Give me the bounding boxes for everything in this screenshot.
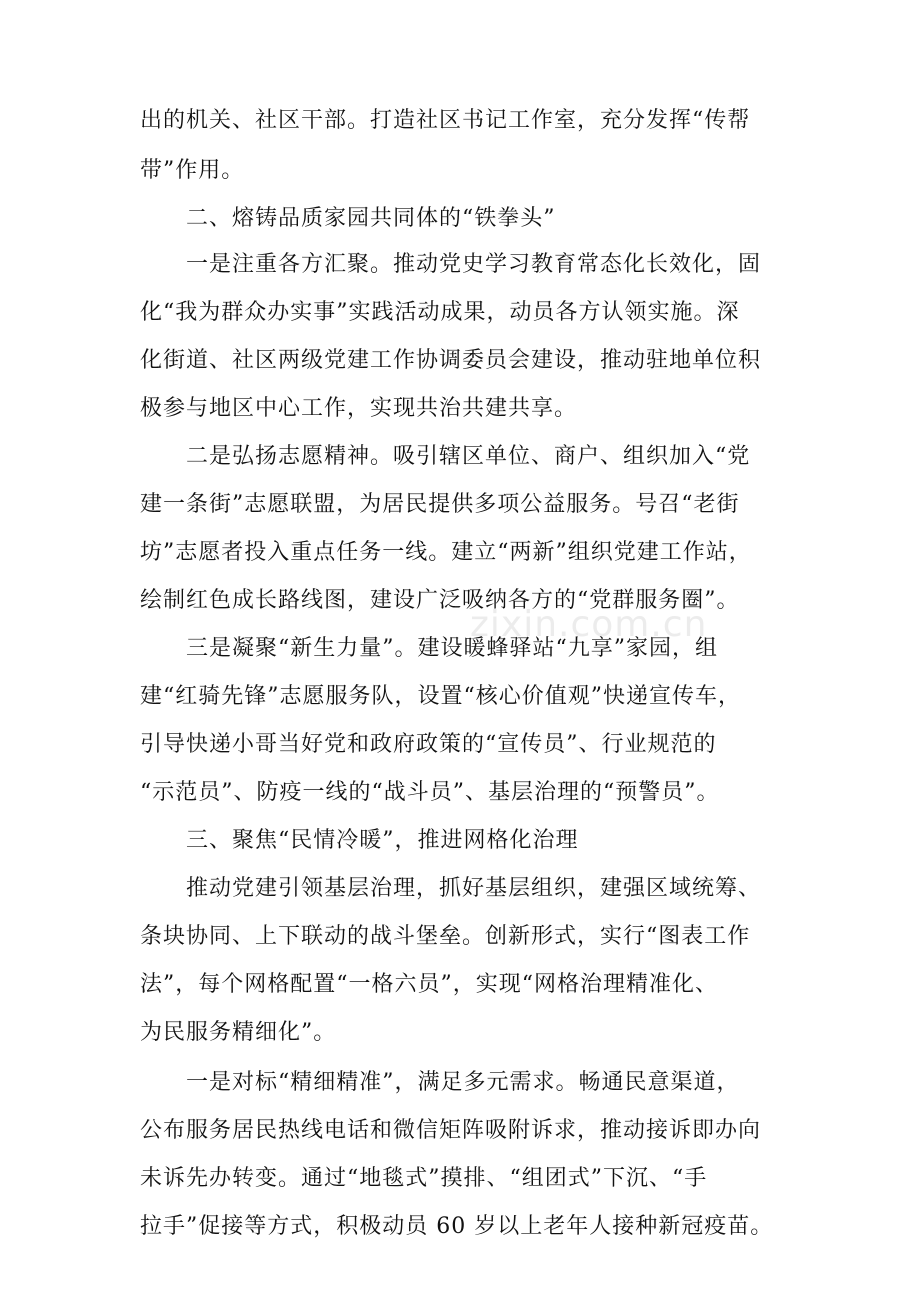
text-line: “示范员”、防疫一线的“战斗员”、基层治理的“预警员”。 <box>140 780 720 805</box>
text-line: 建“红骑先锋”志愿服务队，设置“核心价值观”快递宣传车， <box>140 684 741 709</box>
text-line: 公布服务居民热线电话和微信矩阵吸附诉求，推动接诉即办向 <box>140 1118 762 1143</box>
text-line: 一是注重各方汇聚。推动党史学习教育常态化长效化，固 <box>186 252 762 277</box>
text-line: 为民服务精细化”。 <box>140 1020 337 1045</box>
text-line: 出的机关、社区干部。打造社区书记工作室，充分发挥“传帮 <box>140 108 751 133</box>
text-line: 法”，每个网格配置“一格六员”，实现“网格治理精准化、 <box>140 972 718 997</box>
text-line: 条块协同、上下联动的战斗堡垒。创新形式，实行“图表工作 <box>140 924 751 949</box>
text-line: 化街道、社区两级党建工作协调委员会建设，推动驻地单位积 <box>140 348 762 373</box>
text-line: 坊”志愿者投入重点任务一线。建立“两新”组织党建工作站， <box>140 540 752 565</box>
text-line: 三是凝聚“新生力量”。建设暖蜂驿站“九享”家园，组 <box>186 636 718 661</box>
text-line: 带”作用。 <box>140 158 245 183</box>
section-heading: 二、熔铸品质家园共同体的“铁拳头” <box>186 206 556 231</box>
text-line: 引导快递小哥当好党和政府政策的“宣传员”、行业规范的 <box>140 732 717 757</box>
section-heading: 三、聚焦“民情冷暖”，推进网格化治理 <box>186 828 579 853</box>
text-line: 极参与地区中心工作，实现共治共建共享。 <box>140 396 578 421</box>
watermark: zixin.com.cn <box>470 604 708 645</box>
text-line: 化“我为群众办实事”实践活动成果，动员各方认领实施。深 <box>140 300 740 325</box>
text-line: 未诉先办转变。通过“地毯式”摸排、“组团式”下沉、“手 <box>140 1166 708 1191</box>
text-line: 建一条街”志愿联盟，为居民提供多项公益服务。号召“老街 <box>140 492 740 517</box>
text-line: 拉手”促接等方式，积极动员 60 岁以上老年人接种新冠疫苗。 <box>140 1214 774 1239</box>
text-line: 二是弘扬志愿精神。吸引辖区单位、商户、组织加入“党 <box>186 444 751 469</box>
text-line: 绘制红色成长路线图，建设广泛吸纳各方的“党群服务圈”。 <box>140 588 740 613</box>
text-line: 推动党建引领基层治理，抓好基层组织，建强区域统筹、 <box>186 876 762 901</box>
text-line: 一是对标“精细精准”，满足多元需求。畅通民意渠道， <box>186 1070 740 1095</box>
